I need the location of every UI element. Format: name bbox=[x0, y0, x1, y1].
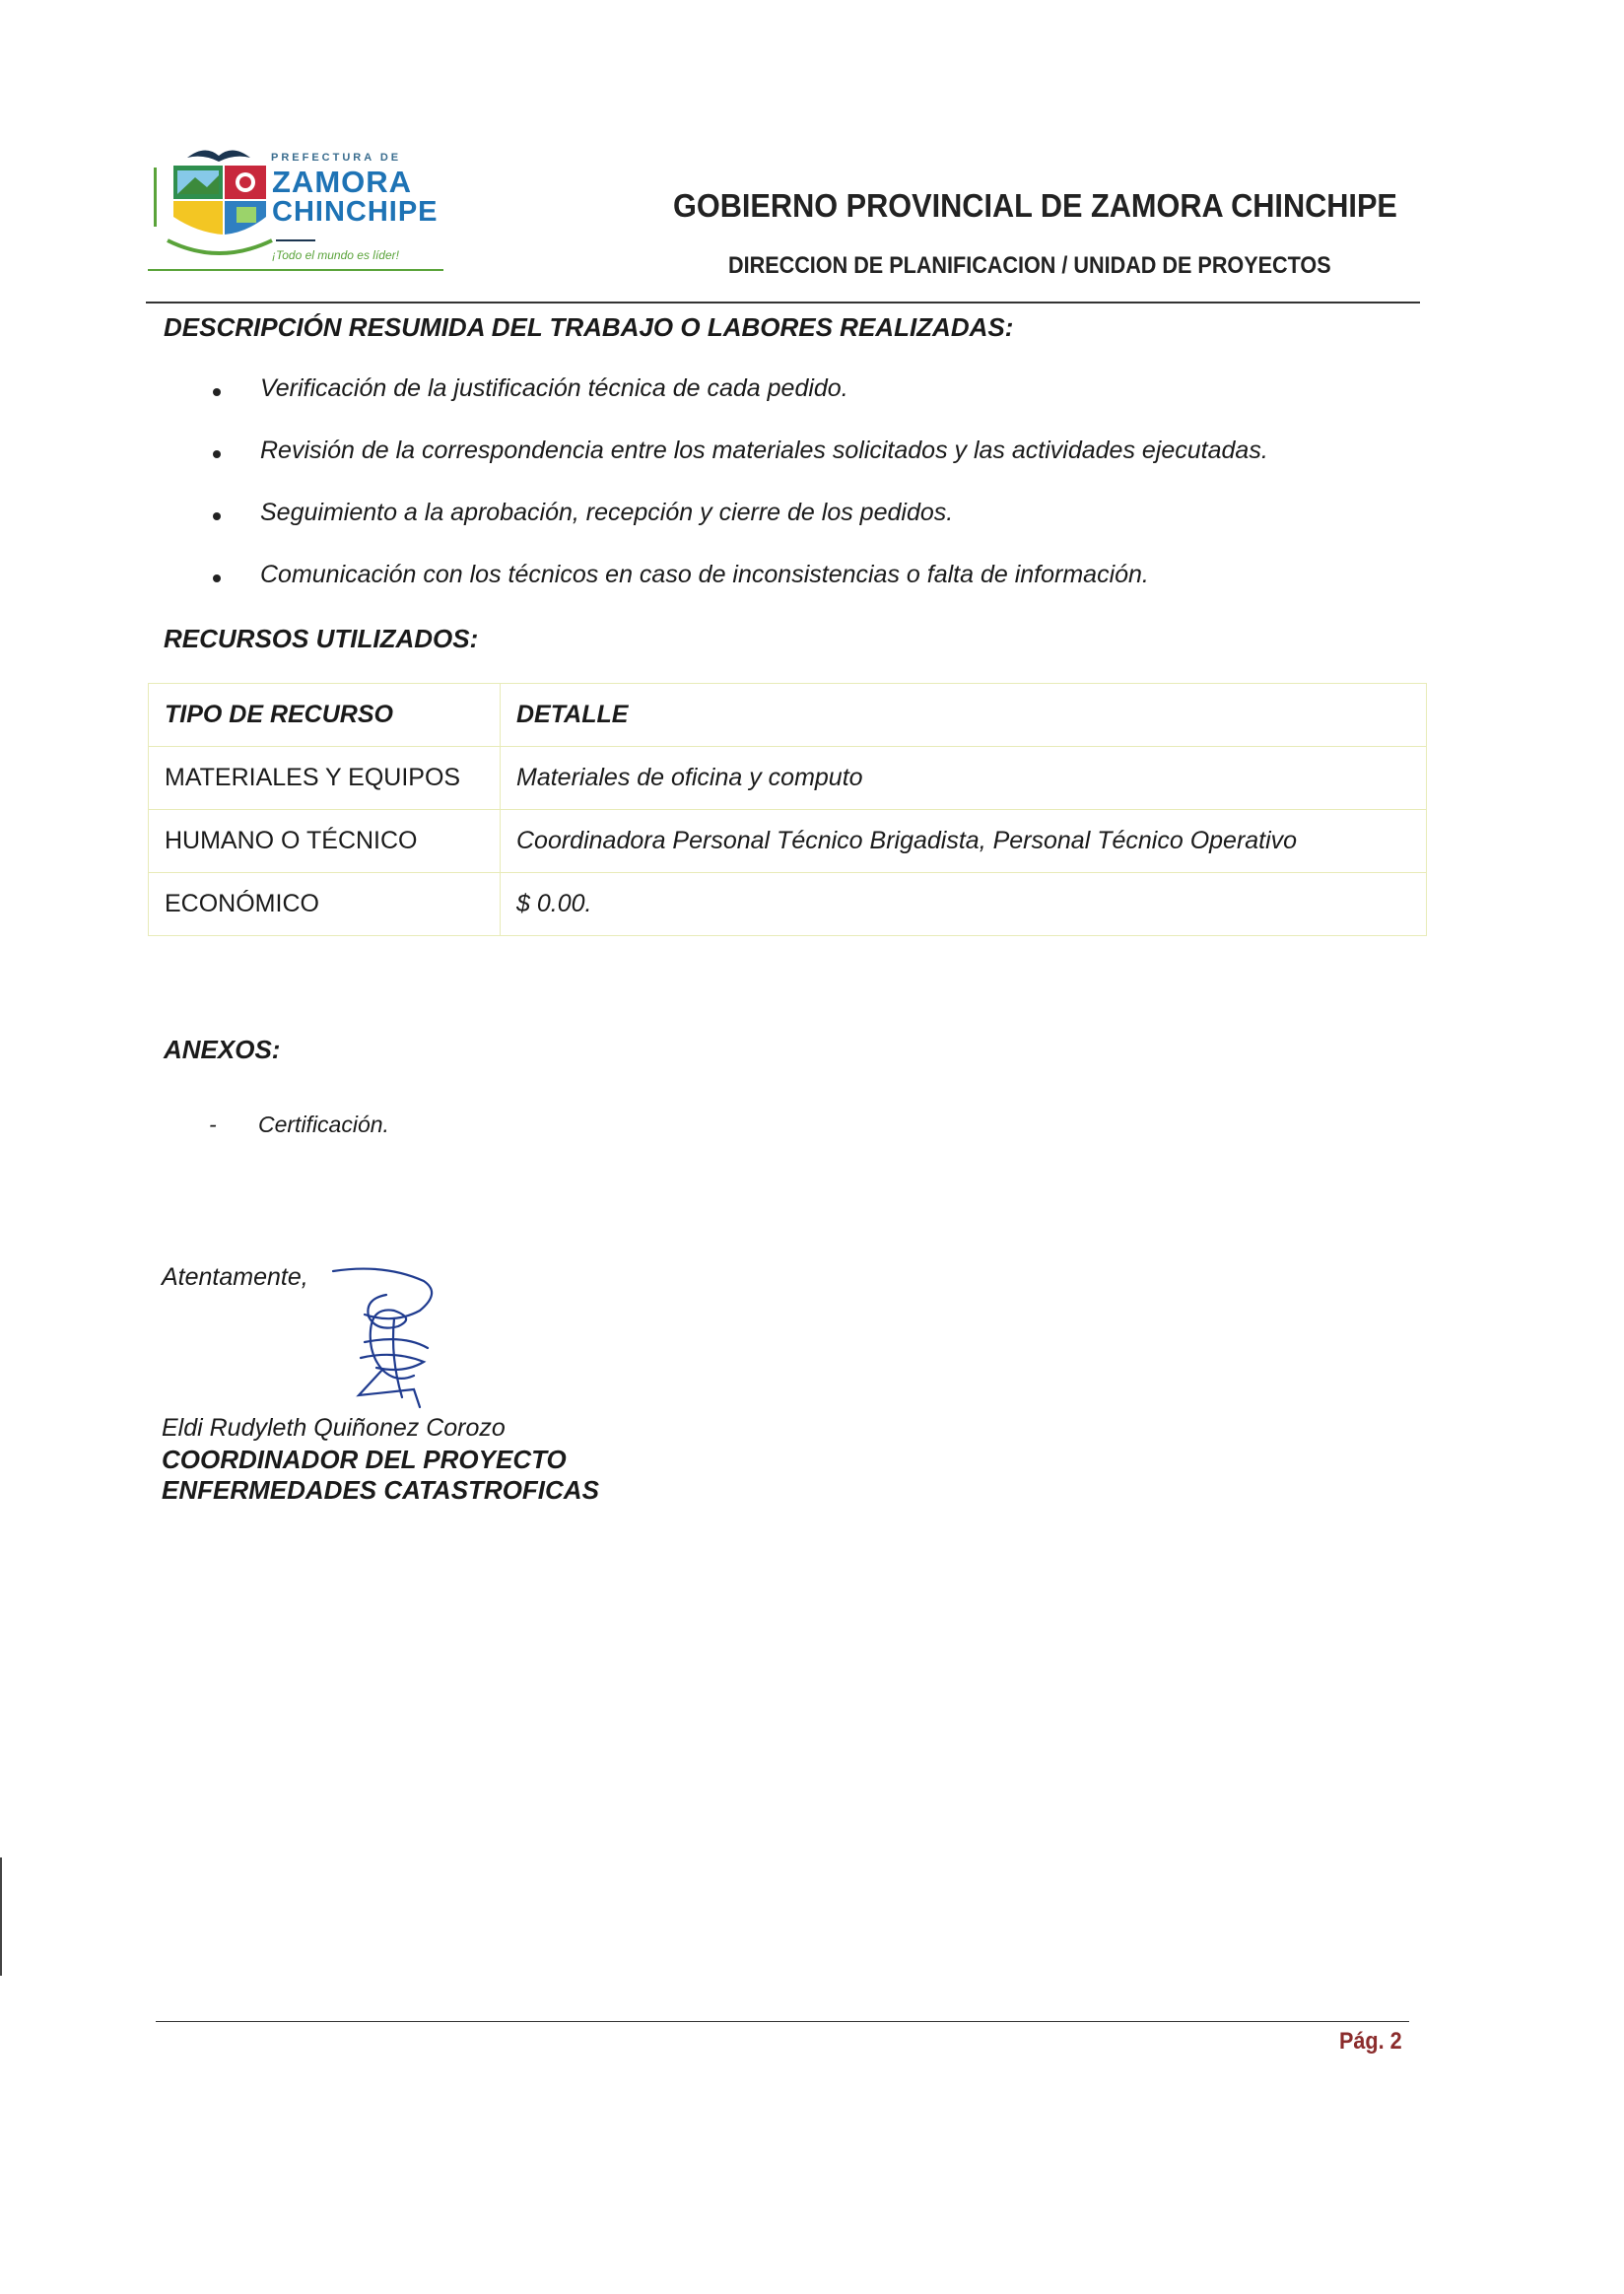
table-cell: $ 0.00. bbox=[501, 873, 1427, 936]
resources-table bbox=[148, 683, 1427, 936]
annex-marker: - bbox=[209, 1112, 217, 1137]
column-header: TIPO DE RECURSO bbox=[149, 684, 501, 747]
condor-icon bbox=[187, 150, 250, 162]
logo-slogan: ¡Todo el mundo es líder! bbox=[272, 248, 399, 262]
table-row bbox=[149, 873, 1427, 936]
signer-name: Eldi Rudyleth Quiñonez Corozo bbox=[162, 1414, 506, 1442]
signature-icon bbox=[325, 1259, 463, 1417]
table-cell: MATERIALES Y EQUIPOS bbox=[149, 747, 501, 810]
column-header: DETALLE bbox=[501, 684, 1427, 747]
org-subtitle: DIRECCION DE PLANIFICACION / UNIDAD DE PROYECTOS bbox=[728, 252, 1331, 279]
page-number: Pág. 2 bbox=[1339, 2028, 1402, 2055]
annexes-heading: ANEXOS: bbox=[164, 1035, 281, 1064]
list-item: Verificación de la justificación técnica de cada pedido. bbox=[213, 374, 1268, 437]
list-item: Seguimiento a la aprobación, recepción y cierre de los pedidos. bbox=[213, 499, 1268, 561]
list-item: Revisión de la correspondencia entre los materiales solicitados y las actividades ejecutadas. bbox=[213, 437, 1268, 499]
logo-name-line1: ZAMORA bbox=[272, 165, 413, 199]
annex-item bbox=[209, 1112, 389, 1138]
closing-salutation: Atentamente, bbox=[162, 1263, 308, 1291]
description-heading: DESCRIPCIÓN RESUMIDA DEL TRABAJO O LABORES REALIZADAS: bbox=[164, 312, 1014, 342]
description-list bbox=[213, 374, 1268, 623]
footer-divider bbox=[156, 2021, 1409, 2022]
list-item: Comunicación con los técnicos en caso de inconsistencias o falta de información. bbox=[213, 561, 1268, 623]
table-row bbox=[149, 810, 1427, 873]
resources-heading: RECURSOS UTILIZADOS: bbox=[164, 624, 479, 653]
org-title: GOBIERNO PROVINCIAL DE ZAMORA CHINCHIPE bbox=[673, 187, 1397, 224]
table-cell: ECONÓMICO bbox=[149, 873, 501, 936]
table-cell: Coordinadora Personal Técnico Brigadista, Personal Técnico Operativo bbox=[501, 810, 1427, 873]
shield-icon bbox=[168, 166, 272, 253]
logo-prefix: PREFECTURA DE bbox=[271, 152, 402, 164]
table-cell: HUMANO O TÉCNICO bbox=[149, 810, 501, 873]
table-header-row bbox=[149, 684, 1427, 747]
logo-name-line2: CHINCHIPE bbox=[272, 196, 439, 228]
scan-edge-mark bbox=[0, 1857, 2, 1976]
signer-project: ENFERMEDADES CATASTROFICAS bbox=[162, 1475, 599, 1505]
header-divider bbox=[146, 302, 1420, 304]
table-cell: Materiales de oficina y computo bbox=[501, 747, 1427, 810]
table-row bbox=[149, 747, 1427, 810]
signer-role: COORDINADOR DEL PROYECTO bbox=[162, 1445, 567, 1474]
annex-text: Certificación. bbox=[258, 1112, 389, 1137]
